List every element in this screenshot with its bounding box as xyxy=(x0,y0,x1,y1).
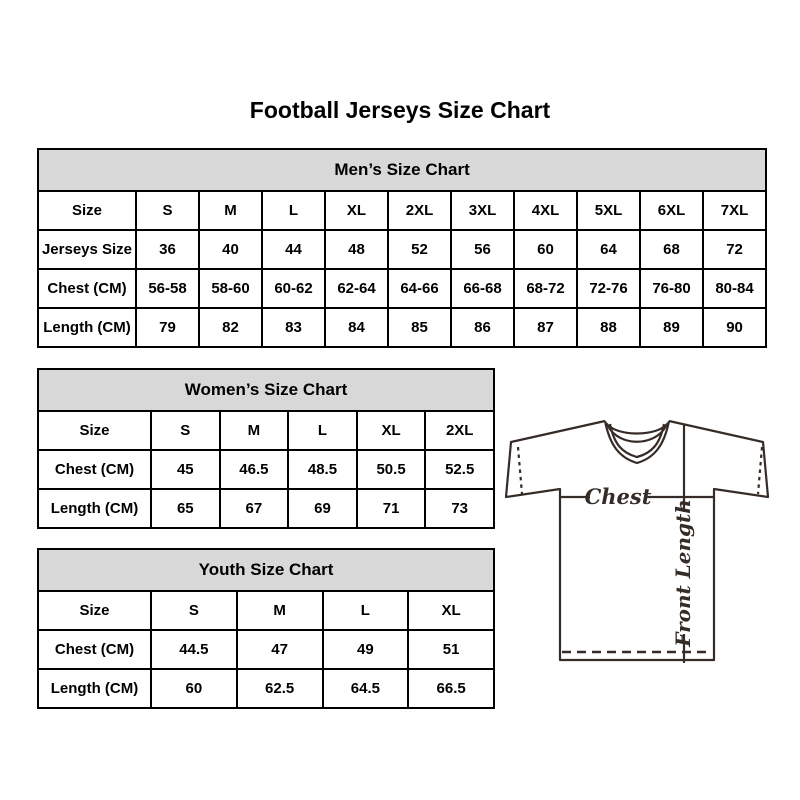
value-cell: 4XL xyxy=(514,191,577,230)
row-header-cell: Size xyxy=(38,591,151,630)
value-cell: 72 xyxy=(703,230,766,269)
value-cell: 82 xyxy=(199,308,262,347)
value-cell: 52.5 xyxy=(425,450,494,489)
value-cell: 85 xyxy=(388,308,451,347)
value-cell: 67 xyxy=(220,489,289,528)
value-cell: S xyxy=(136,191,199,230)
value-cell: 5XL xyxy=(577,191,640,230)
value-cell: 62-64 xyxy=(325,269,388,308)
mens-size-table xyxy=(37,148,767,348)
value-cell: 45 xyxy=(151,450,220,489)
value-cell: 48 xyxy=(325,230,388,269)
row-header-cell: Length (CM) xyxy=(38,489,151,528)
value-cell: 76-80 xyxy=(640,269,703,308)
womens-size-table xyxy=(37,368,495,529)
table-row xyxy=(38,191,766,230)
value-cell: 46.5 xyxy=(220,450,289,489)
value-cell: 60-62 xyxy=(262,269,325,308)
table-row xyxy=(38,489,494,528)
value-cell: 66.5 xyxy=(408,669,494,708)
value-cell: 84 xyxy=(325,308,388,347)
value-cell: XL xyxy=(325,191,388,230)
value-cell: XL xyxy=(408,591,494,630)
value-cell: 48.5 xyxy=(288,450,357,489)
value-cell: L xyxy=(262,191,325,230)
table-row xyxy=(38,669,494,708)
value-cell: 47 xyxy=(237,630,323,669)
value-cell: 80-84 xyxy=(703,269,766,308)
value-cell: 44 xyxy=(262,230,325,269)
value-cell: 64-66 xyxy=(388,269,451,308)
row-header-cell: Chest (CM) xyxy=(38,450,151,489)
jersey-diagram-icon xyxy=(500,400,780,685)
row-header-cell: Size xyxy=(38,411,151,450)
value-cell: 60 xyxy=(514,230,577,269)
value-cell: 7XL xyxy=(703,191,766,230)
youth-size-table xyxy=(37,548,495,709)
value-cell: 49 xyxy=(323,630,409,669)
table-row xyxy=(38,230,766,269)
value-cell: 58-60 xyxy=(199,269,262,308)
row-header-cell: Chest (CM) xyxy=(38,269,136,308)
table-row xyxy=(38,411,494,450)
value-cell: 73 xyxy=(425,489,494,528)
value-cell: 36 xyxy=(136,230,199,269)
front-length-label: Front Length xyxy=(671,499,695,647)
value-cell: 3XL xyxy=(451,191,514,230)
table-row xyxy=(38,269,766,308)
value-cell: 40 xyxy=(199,230,262,269)
mens-table-title: Men’s Size Chart xyxy=(38,149,766,191)
table-row xyxy=(38,450,494,489)
value-cell: 87 xyxy=(514,308,577,347)
value-cell: 71 xyxy=(357,489,426,528)
value-cell: 86 xyxy=(451,308,514,347)
value-cell: L xyxy=(323,591,409,630)
value-cell: 68 xyxy=(640,230,703,269)
table-row xyxy=(38,591,494,630)
value-cell: 52 xyxy=(388,230,451,269)
value-cell: 2XL xyxy=(425,411,494,450)
value-cell: 79 xyxy=(136,308,199,347)
womens-table-title: Women’s Size Chart xyxy=(38,369,494,411)
value-cell: L xyxy=(288,411,357,450)
value-cell: 69 xyxy=(288,489,357,528)
chest-label: Chest xyxy=(584,484,652,509)
row-header-cell: Jerseys Size xyxy=(38,230,136,269)
value-cell: 44.5 xyxy=(151,630,237,669)
value-cell: M xyxy=(220,411,289,450)
value-cell: 56-58 xyxy=(136,269,199,308)
value-cell: 64.5 xyxy=(323,669,409,708)
value-cell: 68-72 xyxy=(514,269,577,308)
table-row xyxy=(38,630,494,669)
value-cell: M xyxy=(199,191,262,230)
value-cell: 56 xyxy=(451,230,514,269)
value-cell: 2XL xyxy=(388,191,451,230)
table-caption-row xyxy=(38,149,766,191)
value-cell: 83 xyxy=(262,308,325,347)
youth-table-title: Youth Size Chart xyxy=(38,549,494,591)
value-cell: 62.5 xyxy=(237,669,323,708)
table-caption-row xyxy=(38,549,494,591)
value-cell: 64 xyxy=(577,230,640,269)
value-cell: 50.5 xyxy=(357,450,426,489)
value-cell: 90 xyxy=(703,308,766,347)
row-header-cell: Length (CM) xyxy=(38,308,136,347)
value-cell: XL xyxy=(357,411,426,450)
row-header-cell: Chest (CM) xyxy=(38,630,151,669)
value-cell: S xyxy=(151,411,220,450)
value-cell: 51 xyxy=(408,630,494,669)
value-cell: 72-76 xyxy=(577,269,640,308)
value-cell: 6XL xyxy=(640,191,703,230)
value-cell: 65 xyxy=(151,489,220,528)
value-cell: M xyxy=(237,591,323,630)
value-cell: 88 xyxy=(577,308,640,347)
row-header-cell: Size xyxy=(38,191,136,230)
value-cell: 66-68 xyxy=(451,269,514,308)
value-cell: S xyxy=(151,591,237,630)
table-row xyxy=(38,308,766,347)
value-cell: 60 xyxy=(151,669,237,708)
table-caption-row xyxy=(38,369,494,411)
page-title: Football Jerseys Size Chart xyxy=(249,97,551,123)
row-header-cell: Length (CM) xyxy=(38,669,151,708)
jersey-measurement-diagram xyxy=(500,400,780,685)
value-cell: 89 xyxy=(640,308,703,347)
